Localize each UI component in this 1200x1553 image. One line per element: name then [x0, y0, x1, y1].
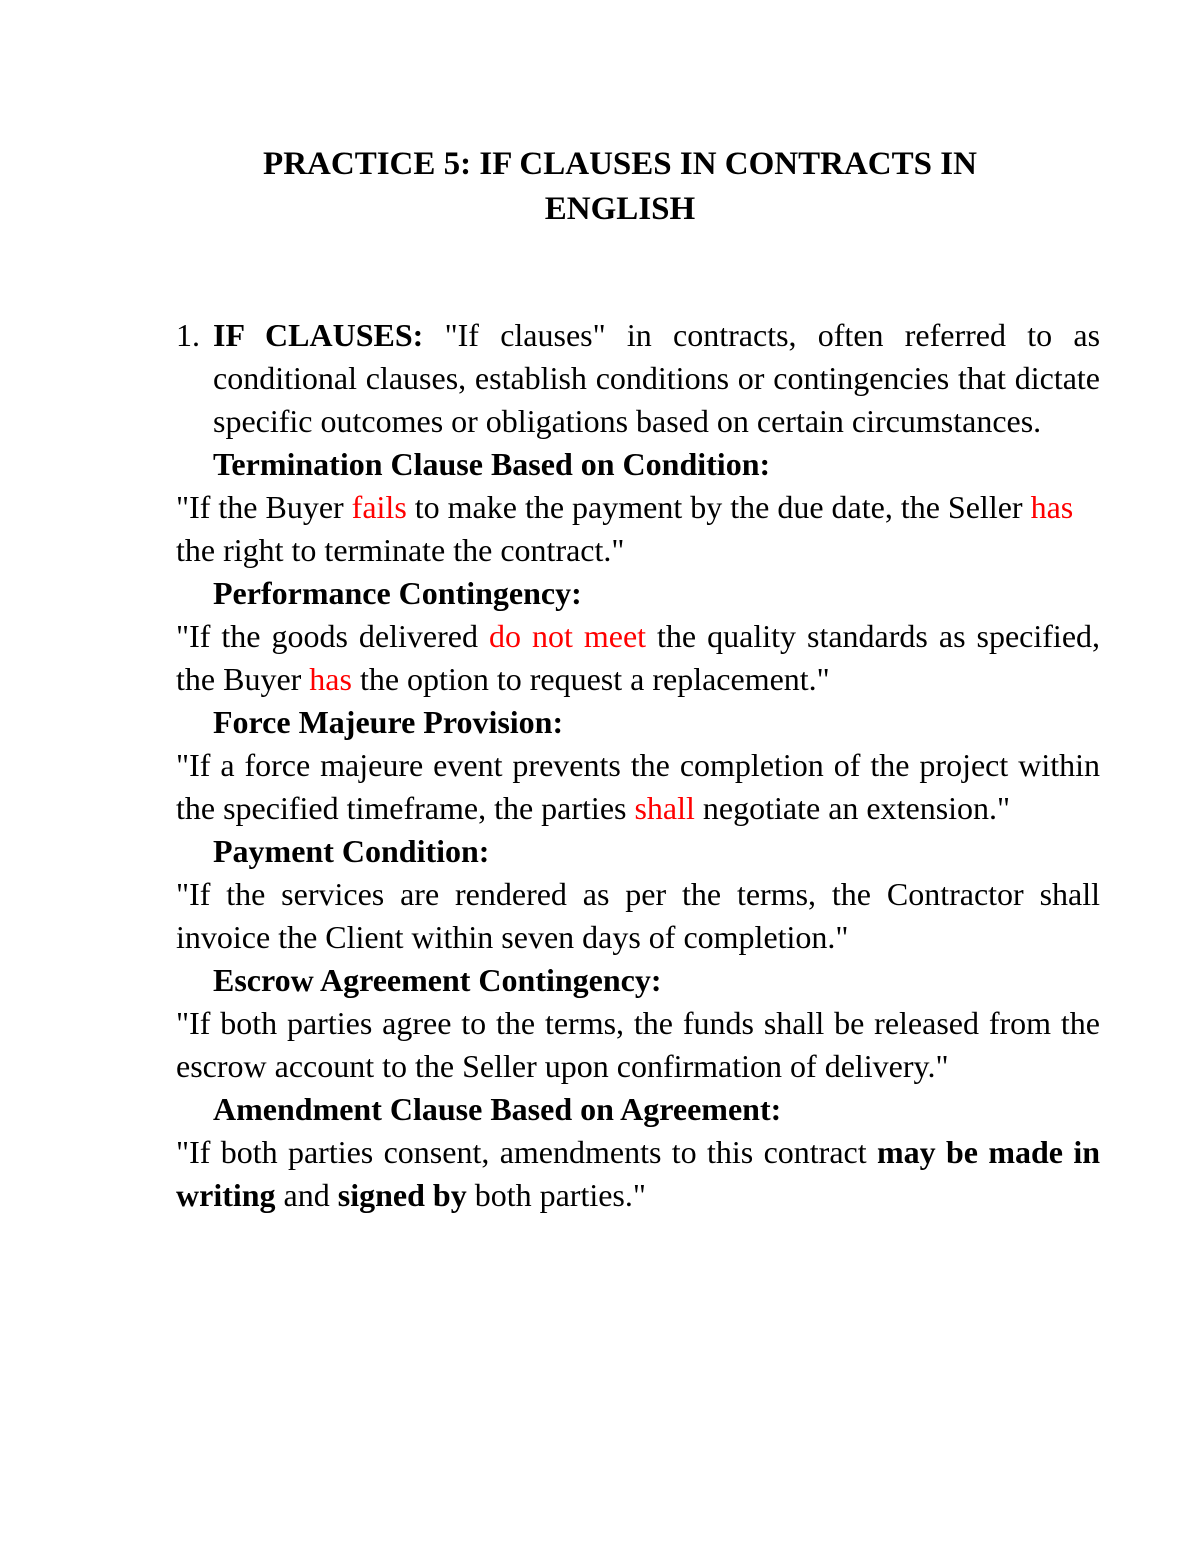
document-body — [176, 314, 1100, 1217]
escrow-example: "If both parties agree to the terms, the funds shall be released from the escrow account to the Seller upon confirmation of delivery." — [176, 1005, 1100, 1084]
amendment-heading: Amendment Clause Based on Agreement: — [213, 1091, 782, 1127]
termination-example: "If the Buyer fails to make the payment by the due date, the Seller has the right to terminate the contract." — [176, 489, 1074, 568]
bold-signed-by: signed by — [337, 1177, 467, 1213]
highlight-do-not-meet: do not meet — [488, 618, 647, 654]
payment-example: "If the services are rendered as per the terms, the Contractor shall invoice the Client within seven days of completion." — [176, 876, 1100, 955]
payment-heading: Payment Condition: — [213, 833, 490, 869]
highlight-shall: shall — [634, 790, 695, 826]
force-majeure-example: "If a force majeure event prevents the completion of the project within the specified timeframe, the parties shall negotiate an extension." — [176, 747, 1100, 826]
highlight-has: has — [1030, 489, 1074, 525]
title-line-1: PRACTICE 5: IF CLAUSES IN CONTRACTS IN — [263, 146, 977, 182]
title-line-2: ENGLISH — [544, 191, 696, 227]
escrow-heading: Escrow Agreement Contingency: — [213, 962, 662, 998]
if-clauses-label: IF CLAUSES: — [213, 317, 424, 353]
amendment-example: "If both parties consent, amendments to this contract may be made in writing and signed by both parties." — [176, 1134, 1100, 1213]
if-clauses-definition: "If clauses" in contracts, often referred to as conditional clauses, establish conditions or contingencies that dictate specific outcomes or obligations based on certain circumstances. — [213, 317, 1101, 439]
page-title — [100, 142, 1140, 232]
list-item-if-clauses — [176, 314, 1100, 443]
list-number: 1. — [176, 317, 200, 353]
performance-example: "If the goods delivered do not meet the quality standards as specified, the Buyer has the option to request a replacement." — [176, 618, 1101, 697]
highlight-fails: fails — [351, 489, 407, 525]
performance-heading: Performance Contingency: — [213, 575, 582, 611]
force-majeure-heading: Force Majeure Provision: — [213, 704, 564, 740]
termination-heading: Termination Clause Based on Condition: — [213, 446, 771, 482]
highlight-has: has — [309, 661, 352, 697]
bold-may-be-made-in-writing: may be made in writing — [176, 1134, 1100, 1213]
